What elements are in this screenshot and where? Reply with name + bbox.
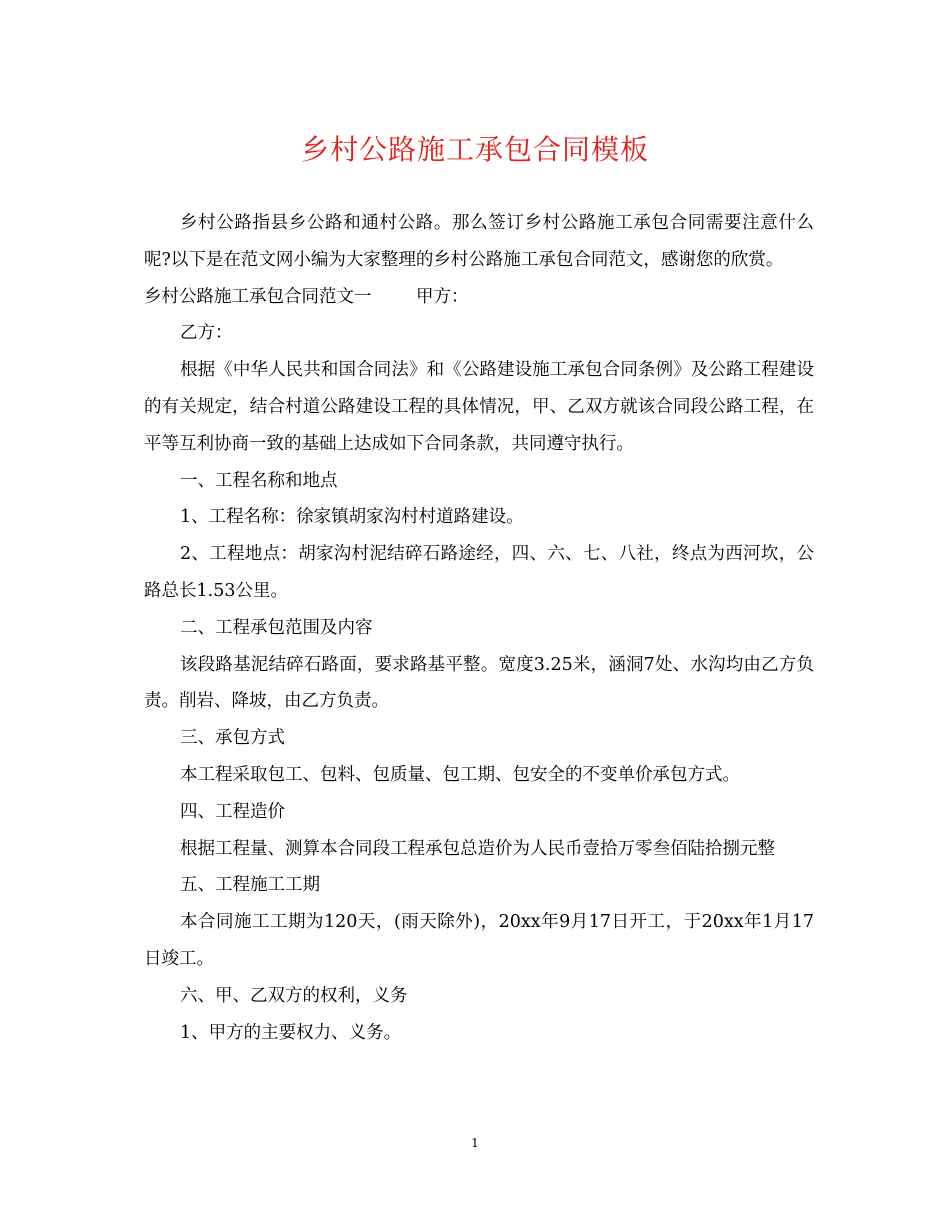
paragraph-sample-heading: 乡村公路施工承包合同范文一 甲方： <box>144 286 469 307</box>
page-number: 1 <box>471 1136 479 1150</box>
paragraph-price: 根据工程量、测算本合同段工程承包总造价为人民币壹拾万零叁佰陆拾捌元整 <box>180 838 775 859</box>
paragraph-party-b: 乙方： <box>180 323 233 344</box>
section-heading-5: 五、工程施工工期 <box>180 875 320 896</box>
paragraph-scope: 该段路基泥结碎石路面，要求路基平整。宽度3.25米，涵洞7处、水沟均由乙方负责。削岩、降坡，由乙方负责。 <box>144 654 814 712</box>
section-heading-6: 六、甲、乙双方的权利，义务 <box>180 985 408 1006</box>
paragraph-project-location: 2、工程地点：胡家沟村泥结碎石路途经，四、六、七、八社，终点为西河坎，公路总长1.53公里。 <box>144 544 814 601</box>
paragraph-preamble: 根据《中华人民共和国合同法》和《公路建设施工承包合同条例》及公路工程建设的有关规定，结合村道公路建设工程的具体情况，甲、乙双方就该合同段公路工程，在平等互利协商一致的基础上达成如下合同条款，共同遵守执行。 <box>144 360 814 454</box>
section-heading-2: 二、工程承包范围及内容 <box>180 617 373 638</box>
paragraph-intro: 乡村公路指县乡公路和通村公路。那么签订乡村公路施工承包合同需要注意什么呢?以下是在范文网小编为大家整理的乡村公路施工承包合同范文，感谢您的欣赏。 <box>144 213 814 270</box>
paragraph-contract-method: 本工程采取包工、包料、包质量、包工期、包安全的不变单价承包方式。 <box>180 764 740 785</box>
section-heading-3: 三、承包方式 <box>180 728 285 749</box>
section-heading-1: 一、工程名称和地点 <box>180 470 338 491</box>
document-body <box>144 205 814 1051</box>
paragraph-project-name: 1、工程名称：徐家镇胡家沟村村道路建设。 <box>180 507 524 528</box>
section-heading-4: 四、工程造价 <box>180 801 285 822</box>
paragraph-party-a-duties: 1、甲方的主要权力、义务。 <box>180 1022 402 1043</box>
paragraph-schedule: 本合同施工工期为120天，(雨天除外)，20xx年9月17日开工，于20xx年1月17日竣工。 <box>144 912 814 969</box>
document-title: 乡村公路施工承包合同模板 <box>300 133 649 166</box>
